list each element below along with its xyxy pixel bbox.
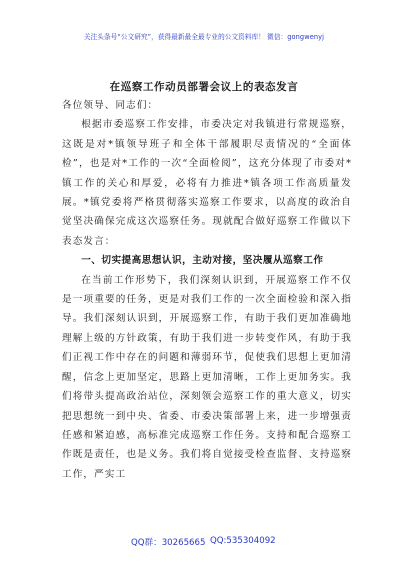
qq-group-number: QQ群：30265665 [131,538,206,548]
document-body [62,96,352,484]
qq-number: QQ:535304092 [210,536,276,546]
paragraph-intro: 根据市委巡察工作安排，市委决定对我镇进行常规巡察，这既是对*镇领导班子和全体干部履职尽责情况的“全面体检”，也是对*工作的一次“全面检阅”，这充分体现了市委对*镇工作的关心和厚爱，必将有力推进*镇各项工作高质量发展。*镇党委将严格贯彻落实巡察工作要求，以高度的政治自觉坚决确保完成这次巡察任务。现就配合做好巡察工作做以下表态发言： [62,119,352,247]
promo-banner: 关注头条号“公文研究”，获得最新最全最专业的公文资料库！ 微信：gongwenyj [83,33,325,41]
paragraph-section-1: 在当前工作形势下，我们深刻认识到，开展巡察工作不仅是一项重要的任务，更是对我们工作的一次全面检验和深入指导。我们深刻认识到，开展巡察工作，有助于我们更加准确地理解上级的方针政策，有助于我们进一步转变作风，有助于我们正视工作中存在的问题和薄弱环节，促使我们思想上更加清醒，信念上更加坚定，思路上更加清晰，工作上更加务实。我们将带头提高政治站位，深刻领会巡察工作的重大意义，切实把思想统一到中央、省委、市委决策部署上来，进一步增强责任感和紧迫感，高标准完成巡察工作任务。支持和配合巡察工作既是责任，也是义务。我们将自觉接受检查监督、支持巡察工作，严实工 [62,274,352,480]
document-title: 在巡察工作动员部署会议上的表态发言 [109,81,299,93]
greeting: 各位领导、同志们： [62,100,159,111]
section-heading-1: 一、切实提高思想认识，主动对接，坚决履从巡察工作 [81,255,324,267]
